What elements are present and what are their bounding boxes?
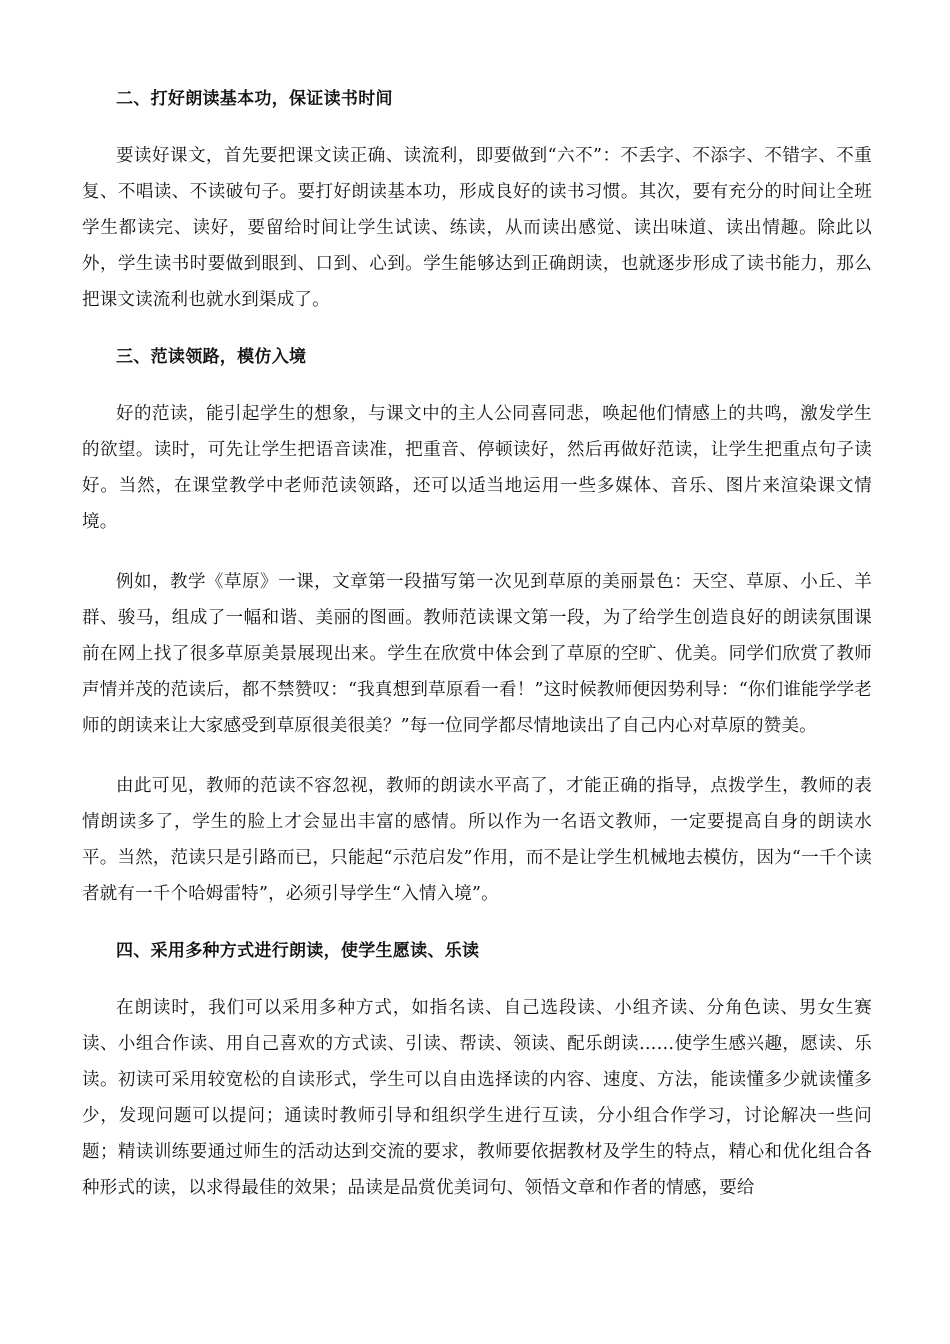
paragraph: 例如，教学《草原》一课，文章第一段描写第一次见到草原的美丽景色：天空、草原、小丘、羊群、骏马，组成了一幅和谐、美丽的图画。教师范读课文第一段，为了给学生创造良好的朗读氛围课前在网上找了很多草原美景展现出来。学生在欣赏中体会到了草原的空旷、优美。同学们欣赏了教师声情并茂的范读后，都不禁赞叹：“我真想到草原看一看！”这时候教师便因势利导：“你们谁能学学老师的朗读来让大家感受到草原很美很美？”每一位同学都尽情地读出了自己内心对草原的赞美。 <box>82 572 872 736</box>
paragraph: 由此可见，教师的范读不容忽视，教师的朗读水平高了，才能正确的指导，点拨学生，教师的表情朗读多了，学生的脸上才会显出丰富的感情。所以作为一名语文教师，一定要提高自身的朗读水平。当然，范读只是引路而已，只能起“示范启发”作用，而不是让学生机械地去模仿，因为“一千个读者就有一千个哈姆雷特”，必须引导学生“入情入境”。 <box>82 776 872 904</box>
section-heading-4: 四、采用多种方式进行朗读，使学生愿读、乐读 <box>116 941 480 961</box>
document-body <box>82 84 872 1206</box>
section-heading-2: 二、打好朗读基本功，保证读书时间 <box>116 89 393 109</box>
paragraph: 在朗读时，我们可以采用多种方式，如指名读、自己选段读、小组齐读、分角色读、男女生赛读、小组合作读、用自己喜欢的方式读、引读、帮读、领读、配乐朗读……使学生感兴趣，愿读、乐读。初读可采用较宽松的自读形式，学生可以自由选择读的内容、速度、方法，能读懂多少就读懂多少，发现问题可以提问；通读时教师引导和组织学生进行互读，分小组合作学习，讨论解决一些问题；精读训练要通过师生的活动达到交流的要求，教师要依据教材及学生的特点，精心和优化组合各种形式的读，以求得最佳的效果；品读是品赏优美词句、领悟文章和作者的情感，要给 <box>82 998 872 1198</box>
paragraph: 要读好课文，首先要把课文读正确、读流利，即要做到“六不”：不丢字、不添字、不错字、不重复、不唱读、不读破句子。要打好朗读基本功，形成良好的读书习惯。其次，要有充分的时间让全班学生都读完、读好，要留给时间让学生试读、练读，从而读出感觉、读出味道、读出情趣。除此以外，学生读书时要做到眼到、口到、心到。学生能够达到正确朗读，也就逐步形成了读书能力，那么把课文读流利也就水到渠成了。 <box>82 146 872 310</box>
paragraph: 好的范读，能引起学生的想象，与课文中的主人公同喜同悲，唤起他们情感上的共鸣，激发学生的欲望。读时，可先让学生把语音读准，把重音、停顿读好，然后再做好范读，让学生把重点句子读好。当然，在课堂教学中老师范读领路，还可以适当地运用一些多媒体、音乐、图片来渲染课文情境。 <box>82 404 872 532</box>
section-heading-3: 三、范读领路，模仿入境 <box>116 347 307 367</box>
